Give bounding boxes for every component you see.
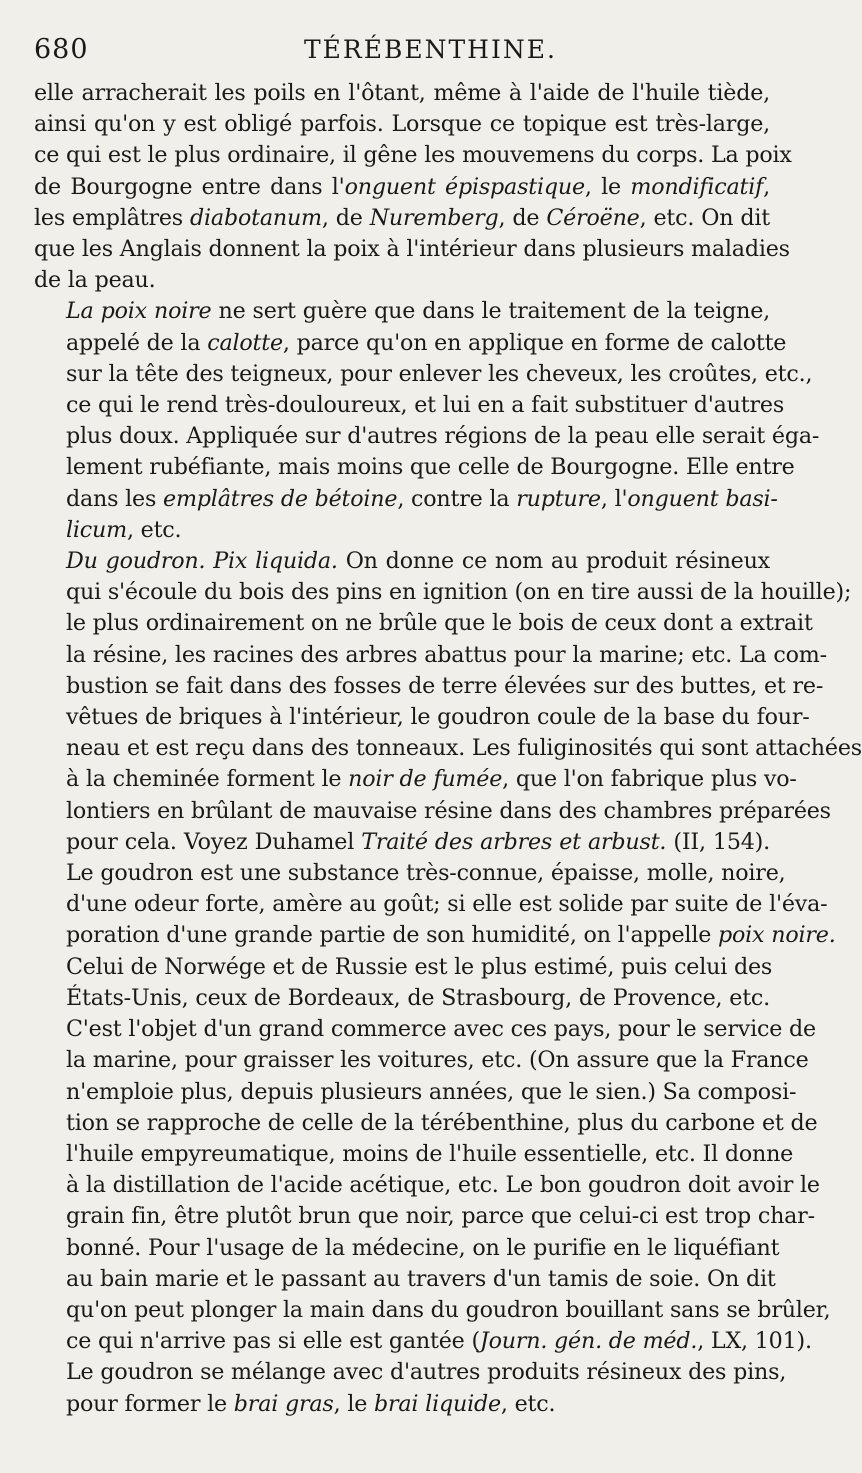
text-run: qui s'écoule du bois des pins en ignition (on en tire aussi de la houille); bbox=[66, 579, 852, 606]
italic-run: rupture bbox=[516, 485, 601, 512]
text-line bbox=[34, 764, 797, 795]
text-run: lontiers en brûlant de mauvaise résine dans des chambres préparées bbox=[66, 797, 831, 824]
italic-run: calotte bbox=[207, 329, 283, 356]
text-run: Celui de Norwége et de Russie est le plus estimé, puis celui des bbox=[66, 953, 773, 980]
text-line bbox=[34, 889, 828, 920]
text-run: Le goudron est une substance très-connue, épaisse, molle, noire, bbox=[66, 860, 786, 887]
text-line bbox=[34, 1264, 776, 1295]
text-run: , etc. bbox=[126, 516, 182, 543]
text-line bbox=[34, 1233, 780, 1264]
italic-run: Traité des arbres et arbust. bbox=[361, 828, 667, 855]
text-run: Le goudron se mélange avec d'autres produits résineux des pins, bbox=[66, 1359, 787, 1386]
text-line bbox=[34, 733, 862, 764]
text-line bbox=[34, 265, 770, 296]
text-run: , parce qu'on en applique en forme de calotte bbox=[282, 329, 787, 356]
text-run: ne sert guère que dans le traitement de la teigne, bbox=[211, 298, 770, 325]
text-run: plus doux. Appliquée sur d'autres régions de la peau elle serait éga- bbox=[66, 423, 820, 450]
paragraph bbox=[34, 546, 862, 1420]
text-run: grain fin, être plutôt brun que noir, parce que celui-ci est trop char- bbox=[66, 1203, 815, 1230]
text-line bbox=[34, 920, 836, 951]
text-run: , que l'on fabrique plus vo- bbox=[502, 766, 797, 793]
text-run: à la distillation de l'acide acétique, etc. Le bon goudron doit avoir le bbox=[66, 1172, 820, 1199]
text-run: , de bbox=[321, 204, 370, 231]
italic-run: licum bbox=[66, 516, 127, 543]
text-line bbox=[34, 1389, 770, 1420]
text-run: , le bbox=[584, 173, 631, 200]
text-run: ainsi qu'on y est obligé parfois. Lorsque ce topique est très-large, bbox=[34, 111, 770, 138]
text-line bbox=[34, 1014, 816, 1045]
text-run: les emplâtres bbox=[34, 204, 191, 231]
text-run: d'une odeur forte, amère au goût; si elle est solide par suite de l'éva- bbox=[66, 891, 828, 918]
text-run: la résine, les racines des arbres abattus pour la marine; etc. La com- bbox=[66, 641, 827, 668]
body-text bbox=[34, 78, 862, 1420]
text-run: pour cela. Voyez Duhamel bbox=[66, 828, 362, 855]
text-run: On donne ce nom au produit résineux bbox=[337, 548, 770, 575]
text-run: lement rubéfiante, mais moins que celle de Bourgogne. Elle entre bbox=[66, 454, 795, 481]
text-line bbox=[34, 390, 785, 421]
text-run: ce qui le rend très-douloureux, et lui en a fait substituer d'autres bbox=[66, 392, 785, 419]
text-run: , l' bbox=[600, 485, 628, 512]
text-line bbox=[34, 702, 810, 733]
text-line bbox=[34, 1077, 797, 1108]
text-line bbox=[34, 296, 770, 327]
text-run: ce qui est le plus ordinaire, il gêne les mouvemens du corps. La poix bbox=[34, 142, 792, 169]
text-run: tion se rapproche de celle de la térébenthine, plus du carbone et de bbox=[66, 1109, 818, 1136]
text-run: le plus ordinairement on ne brûle que le bois de ceux dont a extrait bbox=[66, 610, 813, 637]
text-line bbox=[34, 452, 795, 483]
paragraph bbox=[34, 78, 792, 296]
text-line bbox=[34, 140, 792, 171]
italic-run: emplâtres de bétoine bbox=[163, 485, 398, 512]
text-run: , contre la bbox=[397, 485, 517, 512]
text-run: à la cheminée forment le bbox=[66, 766, 349, 793]
text-run: bustion se fait dans des fosses de terre élevées sur des buttes, et re- bbox=[66, 672, 824, 699]
text-line bbox=[34, 608, 813, 639]
text-run: , etc. On dit bbox=[639, 204, 770, 231]
text-line bbox=[34, 78, 770, 109]
text-line bbox=[34, 1108, 818, 1139]
text-line bbox=[34, 1139, 794, 1170]
text-line bbox=[34, 484, 778, 515]
paragraph bbox=[34, 296, 820, 546]
italic-run: onguent basi- bbox=[627, 485, 778, 512]
running-title: TÉRÉBENTHINE. bbox=[304, 35, 557, 64]
text-run: que les Anglais donnent la poix à l'intérieur dans plusieurs maladies bbox=[34, 236, 790, 263]
text-run: ce qui n'arrive pas si elle est gantée ( bbox=[66, 1328, 480, 1355]
italic-run: mondificatif bbox=[630, 173, 764, 200]
text-line bbox=[34, 577, 852, 608]
text-run: sur la tête des teigneux, pour enlever les cheveux, les croûtes, etc., bbox=[66, 360, 813, 387]
text-line bbox=[34, 234, 790, 265]
text-run: États-Unis, ceux de Bordeaux, de Strasbourg, de Provence, etc. bbox=[66, 984, 770, 1011]
text-line bbox=[34, 515, 770, 546]
text-run: de Bourgogne entre dans l' bbox=[34, 173, 345, 200]
text-run: C'est l'objet d'un grand commerce avec ces pays, pour le service de bbox=[66, 1016, 816, 1043]
text-line bbox=[34, 328, 787, 359]
text-run: appelé de la bbox=[66, 329, 208, 356]
text-line bbox=[34, 1170, 820, 1201]
italic-run: Journ. gén. de méd. bbox=[479, 1328, 698, 1355]
text-run: bonné. Pour l'usage de la médecine, on le purifie en le liquéfiant bbox=[66, 1234, 780, 1261]
italic-run: onguent épispastique bbox=[344, 173, 585, 200]
italic-run: Céroëne bbox=[546, 204, 640, 231]
text-run: vêtues de briques à l'intérieur, le goudron coule de la base du four- bbox=[66, 704, 810, 731]
text-line bbox=[34, 858, 786, 889]
text-run: n'emploie plus, depuis plusieurs années, que le sien.) Sa composi- bbox=[66, 1078, 797, 1105]
text-line bbox=[34, 671, 824, 702]
italic-run: noir de fumée bbox=[348, 766, 503, 793]
text-line bbox=[34, 421, 820, 452]
text-line bbox=[34, 640, 827, 671]
text-run: la marine, pour graisser les voitures, etc. (On assure que la France bbox=[66, 1047, 809, 1074]
text-line bbox=[34, 1326, 812, 1357]
text-line bbox=[34, 983, 770, 1014]
text-run: qu'on peut plonger la main dans du goudron bouillant sans se brûler, bbox=[66, 1296, 831, 1323]
italic-run: Nuremberg bbox=[369, 204, 499, 231]
text-run: l'huile empyreumatique, moins de l'huile essentielle, etc. Il donne bbox=[66, 1140, 794, 1167]
text-line bbox=[34, 1357, 787, 1388]
text-line bbox=[34, 1045, 809, 1076]
text-run: dans les bbox=[66, 485, 164, 512]
text-line bbox=[34, 796, 831, 827]
italic-run: poix noire. bbox=[718, 922, 836, 949]
text-run: au bain marie et le passant au travers d'un tamis de soie. On dit bbox=[66, 1265, 776, 1292]
text-run: poration d'une grande partie de son humidité, on l'appelle bbox=[66, 922, 718, 949]
italic-run: La poix noire bbox=[66, 298, 212, 325]
page-number: 680 bbox=[34, 34, 89, 65]
text-line bbox=[34, 952, 773, 983]
italic-run: Du goudron. Pix liquida. bbox=[66, 548, 338, 575]
text-run: , LX, 101). bbox=[697, 1328, 812, 1355]
italic-run: brai gras bbox=[233, 1390, 334, 1417]
text-run: , etc. bbox=[500, 1390, 556, 1417]
text-line bbox=[34, 1295, 831, 1326]
italic-run: diabotanum bbox=[190, 204, 322, 231]
text-run: elle arracherait les poils en l'ôtant, même à l'aide de l'huile tiède, bbox=[34, 80, 770, 106]
text-run: , le bbox=[333, 1390, 374, 1417]
text-line bbox=[34, 109, 770, 140]
text-line bbox=[34, 1201, 815, 1232]
text-line bbox=[34, 359, 813, 390]
text-line bbox=[34, 546, 770, 577]
text-run: (II, 154). bbox=[666, 828, 770, 855]
text-run: neau et est reçu dans des tonneaux. Les fuliginosités qui sont attachées bbox=[66, 735, 862, 762]
text-line bbox=[34, 827, 770, 858]
italic-run: brai liquide bbox=[374, 1390, 501, 1417]
text-run: de la peau. bbox=[34, 267, 156, 294]
text-line bbox=[34, 203, 770, 234]
page-header bbox=[34, 34, 770, 78]
text-run: pour former le bbox=[66, 1390, 234, 1417]
text-run: , bbox=[763, 173, 770, 200]
text-line bbox=[34, 172, 770, 203]
text-run: , de bbox=[498, 204, 547, 231]
